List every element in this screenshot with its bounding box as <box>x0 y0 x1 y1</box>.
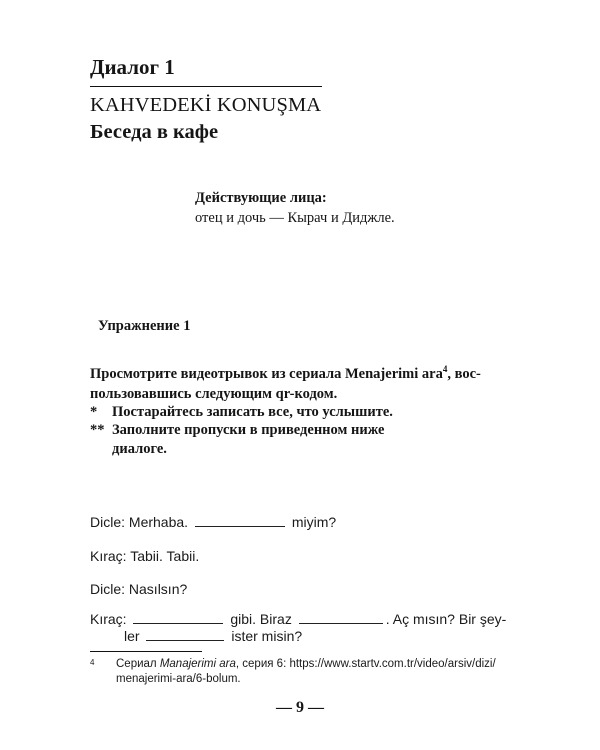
dialogue-line-continuation <box>124 626 302 646</box>
characters-label: Действующие лица: <box>195 190 327 206</box>
speaker: Dicle: <box>90 581 126 597</box>
footnote-line <box>116 657 510 672</box>
blank-field[interactable] <box>195 512 285 527</box>
line-text: . Aç mısın? Bir şey- <box>385 611 507 627</box>
footnote-url-continuation[interactable]: menajerimi-ara/6-bolum. <box>116 673 241 685</box>
task-line-1 <box>90 359 510 384</box>
bullet-text: Заполните пропуски в приведенном ниже <box>112 422 385 438</box>
blank-field[interactable] <box>133 609 223 624</box>
footnote-number: 4 <box>90 658 95 667</box>
dialog-heading: Диалог 1 <box>90 55 175 79</box>
bullet-text-continuation: диалоге. <box>112 441 167 457</box>
task-text-b: , вос- <box>447 365 481 382</box>
heading-divider <box>90 86 322 87</box>
dialogue-line <box>90 512 336 532</box>
russian-title: Беседа в кафе <box>90 121 219 143</box>
dialogue-line <box>90 579 187 599</box>
task-line-2: пользовавшись следующим qr-кодом. <box>90 385 338 402</box>
footnote-series-title: Manajerimi ara <box>159 658 236 670</box>
bullet-text: Постарайтесь записать все, что услышите. <box>112 404 393 420</box>
footnote <box>90 657 510 687</box>
line-text: ler <box>124 628 140 644</box>
turkish-title: KAHVEDEKİ KONUŞMA <box>90 94 322 116</box>
bullet-item <box>90 402 393 422</box>
line-text: Merhaba. <box>128 514 189 530</box>
blank-field[interactable] <box>299 609 383 624</box>
footnote-divider <box>90 651 202 652</box>
dialogue-line <box>90 546 199 566</box>
speaker: Kıraç: <box>90 548 127 564</box>
footnote-ref: 4 <box>442 364 448 374</box>
line-text: ister misin? <box>231 628 303 644</box>
exercise-task <box>90 359 510 404</box>
footnote-text: Сериал <box>116 658 160 670</box>
characters-text: отец и дочь — Кырач и Диджле. <box>195 210 395 226</box>
blank-field[interactable] <box>146 626 224 641</box>
speaker: Dicle: <box>90 514 126 530</box>
characters-block <box>195 188 395 228</box>
page-number: — 9 — <box>276 699 324 716</box>
footnote-url-text[interactable]: , серия 6: https://www.startv.com.tr/video/arsiv/dizi/ <box>235 658 496 670</box>
bullet-mark: * <box>90 404 98 420</box>
line-text: gibi. Biraz <box>230 611 292 627</box>
exercise-title: Упражнение 1 <box>98 318 191 334</box>
line-text: miyim? <box>291 514 337 530</box>
bullet-item <box>90 420 384 440</box>
task-text-a: Просмотрите видеотрывок из сериала Menajerimi ara <box>90 365 443 382</box>
line-text: Nasılsın? <box>128 581 188 597</box>
bullet-mark: ** <box>90 422 105 438</box>
line-text: Tabii. Tabii. <box>130 548 200 564</box>
speaker: Kıraç: <box>90 611 127 627</box>
